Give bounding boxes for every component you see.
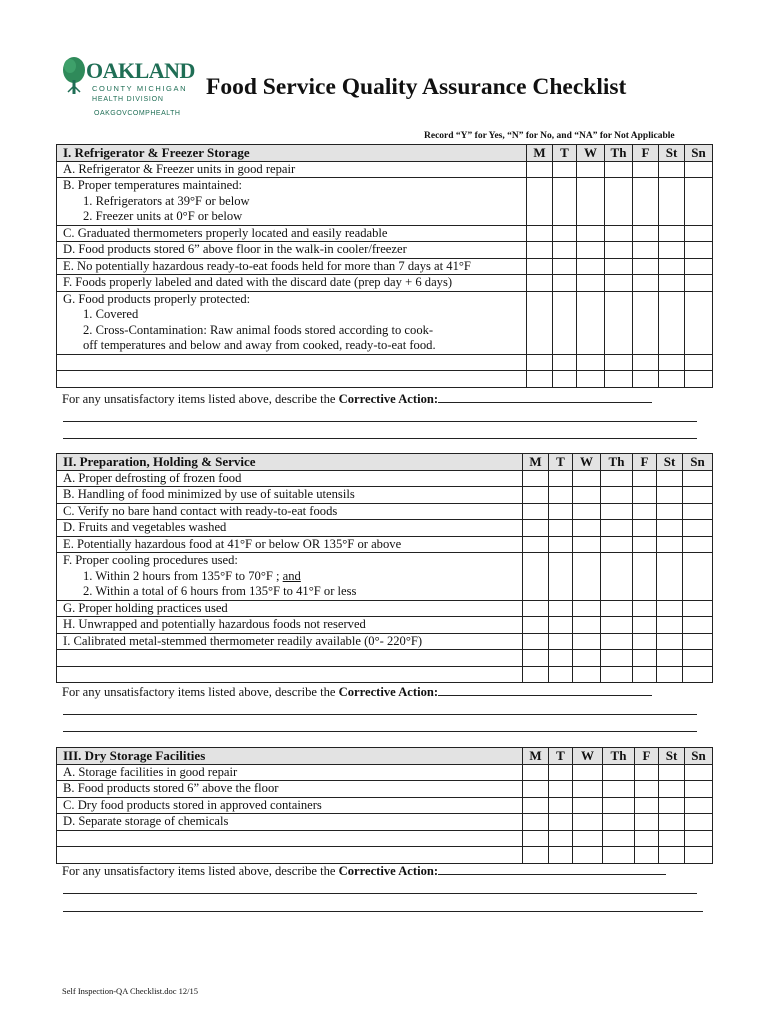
day-cell[interactable] [659,225,685,242]
day-cell[interactable] [605,161,633,178]
day-cell[interactable] [527,225,553,242]
day-cell[interactable] [573,553,601,601]
table-row [57,487,713,504]
day-cell[interactable] [605,178,633,226]
item-label: B. Food products stored 6” above the floor [57,781,523,798]
table-row [57,666,713,683]
day-cell[interactable] [601,666,633,683]
day-cell[interactable] [657,650,683,667]
day-cell[interactable] [549,830,573,847]
day-cell[interactable] [573,650,601,667]
day-header-st: St [659,145,685,162]
day-cell[interactable] [657,553,683,601]
day-cell[interactable] [633,536,657,553]
day-cell[interactable] [549,797,573,814]
day-header-sn: Sn [685,748,713,765]
day-cell[interactable] [553,371,577,388]
day-cell[interactable] [635,764,659,781]
day-header-th: Th [601,454,633,471]
day-cell[interactable] [605,225,633,242]
day-cell[interactable] [549,666,573,683]
day-cell[interactable] [573,487,601,504]
day-cell[interactable] [683,617,713,634]
day-cell[interactable] [683,487,713,504]
day-cell[interactable] [577,242,605,259]
day-cell[interactable] [601,650,633,667]
day-header-m: M [523,748,549,765]
logo-oakgov: OAKGOVCOMPHEALTH [94,110,181,117]
day-header-t: T [549,748,573,765]
item-label [57,666,523,683]
table-row [57,633,713,650]
item-label: E. Potentially hazardous food at 41°F or below OR 135°F or above [57,536,523,553]
day-cell[interactable] [549,553,573,601]
checklist-table-preparation [56,453,713,683]
day-cell[interactable] [523,520,549,537]
day-header-f: F [633,145,659,162]
item-label: C. Graduated thermometers properly located and easily readable [57,225,527,242]
day-cell[interactable] [683,600,713,617]
day-cell[interactable] [601,600,633,617]
day-cell[interactable] [633,242,659,259]
day-cell[interactable] [633,178,659,226]
corrective-action-line[interactable] [63,911,703,912]
day-cell[interactable] [553,225,577,242]
day-cell[interactable] [523,633,549,650]
document-footer: Self Inspection-QA Checklist.doc 12/15 [62,986,198,996]
day-cell[interactable] [601,503,633,520]
day-cell[interactable] [633,650,657,667]
day-cell[interactable] [657,600,683,617]
day-cell[interactable] [657,520,683,537]
day-cell[interactable] [577,178,605,226]
day-header-th: Th [603,748,635,765]
day-cell[interactable] [601,520,633,537]
day-cell[interactable] [573,847,603,864]
day-cell[interactable] [633,666,657,683]
day-cell[interactable] [659,291,685,354]
day-cell[interactable] [657,470,683,487]
day-cell[interactable] [657,617,683,634]
item-label [57,650,523,667]
table-row [57,225,713,242]
day-cell[interactable] [549,847,573,864]
corrective-action-prompt: For any unsatisfactory items listed above, describe the Corrective Action: [62,683,652,700]
item-label: C. Dry food products stored in approved containers [57,797,523,814]
item-label: F. Foods properly labeled and dated with the discard date (prep day + 6 days) [57,275,527,292]
item-label [57,847,523,864]
day-cell[interactable] [573,633,601,650]
item-label [57,371,527,388]
day-cell[interactable] [657,487,683,504]
day-cell[interactable] [553,242,577,259]
day-cell[interactable] [635,814,659,831]
day-cell[interactable] [683,503,713,520]
day-cell[interactable] [527,242,553,259]
day-cell[interactable] [553,161,577,178]
day-cell[interactable] [657,536,683,553]
day-cell[interactable] [659,242,685,259]
corrective-action-line[interactable] [63,421,697,422]
day-cell[interactable] [605,258,633,275]
day-cell[interactable] [601,536,633,553]
table-row [57,275,713,292]
day-cell[interactable] [601,617,633,634]
day-cell[interactable] [659,781,685,798]
section-heading: III. Dry Storage Facilities [57,748,523,765]
day-cell[interactable] [577,161,605,178]
day-cell[interactable] [527,371,553,388]
day-cell[interactable] [573,830,603,847]
day-cell[interactable] [549,633,573,650]
page-title: Food Service Quality Assurance Checklist [206,74,627,100]
day-cell[interactable] [605,291,633,354]
day-cell[interactable] [659,830,685,847]
section-header-row [57,454,713,471]
section-heading: II. Preparation, Holding & Service [57,454,523,471]
day-cell[interactable] [523,666,549,683]
day-cell[interactable] [553,354,577,371]
day-cell[interactable] [633,161,659,178]
day-cell[interactable] [527,354,553,371]
day-cell[interactable] [685,242,713,259]
day-cell[interactable] [527,275,553,292]
day-cell[interactable] [633,291,659,354]
day-cell[interactable] [659,178,685,226]
day-cell[interactable] [685,178,713,226]
day-cell[interactable] [685,225,713,242]
day-cell[interactable] [659,275,685,292]
table-row [57,830,713,847]
day-cell[interactable] [573,764,603,781]
day-cell[interactable] [601,487,633,504]
day-cell[interactable] [685,797,713,814]
corrective-action-prompt: For any unsatisfactory items listed above, describe the Corrective Action: [62,390,652,407]
item-label: C. Verify no bare hand contact with ready-to-eat foods [57,503,523,520]
day-cell[interactable] [633,258,659,275]
day-cell[interactable] [603,814,635,831]
day-cell[interactable] [573,470,601,487]
day-cell[interactable] [685,764,713,781]
day-cell[interactable] [523,503,549,520]
day-cell[interactable] [633,354,659,371]
day-cell[interactable] [553,275,577,292]
table-row [57,503,713,520]
day-cell[interactable] [659,797,685,814]
day-cell[interactable] [633,275,659,292]
day-cell[interactable] [523,553,549,601]
table-row [57,553,713,601]
oakland-county-logo [62,54,194,124]
day-cell[interactable] [683,520,713,537]
item-label: A. Proper defrosting of frozen food [57,470,523,487]
day-cell[interactable] [549,520,573,537]
logo-division: HEALTH DIVISION [92,96,164,103]
day-cell[interactable] [603,797,635,814]
corrective-action-line[interactable] [63,731,697,732]
day-cell[interactable] [683,470,713,487]
day-cell[interactable] [601,633,633,650]
day-cell[interactable] [605,242,633,259]
day-cell[interactable] [685,354,713,371]
day-cell[interactable] [633,503,657,520]
table-row [57,354,713,371]
day-cell[interactable] [685,814,713,831]
day-cell[interactable] [573,814,603,831]
table-row [57,814,713,831]
table-row [57,161,713,178]
day-cell[interactable] [549,781,573,798]
day-cell[interactable] [523,487,549,504]
day-cell[interactable] [577,291,605,354]
day-cell[interactable] [577,275,605,292]
day-cell[interactable] [683,650,713,667]
day-cell[interactable] [523,600,549,617]
day-cell[interactable] [685,781,713,798]
item-label: D. Fruits and vegetables washed [57,520,523,537]
table-row [57,520,713,537]
day-cell[interactable] [633,553,657,601]
day-cell[interactable] [633,225,659,242]
table-row [57,650,713,667]
day-cell[interactable] [573,600,601,617]
corrective-action-line[interactable] [63,438,697,439]
day-header-m: M [523,454,549,471]
day-cell[interactable] [685,371,713,388]
day-cell[interactable] [659,764,685,781]
day-header-f: F [633,454,657,471]
day-cell[interactable] [633,520,657,537]
day-cell[interactable] [553,291,577,354]
table-row [57,781,713,798]
day-cell[interactable] [527,258,553,275]
checklist-table-refrigerator [56,144,713,388]
table-row [57,617,713,634]
day-cell[interactable] [603,781,635,798]
day-header-m: M [527,145,553,162]
day-cell[interactable] [683,633,713,650]
day-cell[interactable] [685,275,713,292]
day-cell[interactable] [685,258,713,275]
corrective-action-line[interactable] [63,714,697,715]
corrective-action-field[interactable] [438,862,666,875]
corrective-action-field[interactable] [438,390,652,403]
day-cell[interactable] [685,291,713,354]
table-row [57,600,713,617]
item-label: D. Separate storage of chemicals [57,814,523,831]
day-cell[interactable] [635,830,659,847]
day-cell[interactable] [549,470,573,487]
item-label: D. Food products stored 6” above floor in the walk-in cooler/freezer [57,242,527,259]
day-cell[interactable] [685,847,713,864]
day-cell[interactable] [603,764,635,781]
day-cell[interactable] [657,666,683,683]
item-label: E. No potentially hazardous ready-to-eat foods held for more than 7 days at 41°F [57,258,527,275]
day-cell[interactable] [635,797,659,814]
day-cell[interactable] [659,258,685,275]
day-cell[interactable] [633,617,657,634]
item-label: G. Food products properly protected: 1. Covered 2. Cross-Contamination: Raw animal foods stored according to cook- off temperatures and below and away from cooked, ready-to-eat food. [57,291,527,354]
day-cell[interactable] [577,354,605,371]
item-label: I. Calibrated metal-stemmed thermometer readily available (0°- 220°F) [57,633,523,650]
day-header-th: Th [605,145,633,162]
table-row [57,536,713,553]
item-label: H. Unwrapped and potentially hazardous foods not reserved [57,617,523,634]
table-row [57,764,713,781]
day-cell[interactable] [523,814,549,831]
day-cell[interactable] [549,600,573,617]
day-cell[interactable] [523,536,549,553]
day-cell[interactable] [605,275,633,292]
section-heading: I. Refrigerator & Freezer Storage [57,145,527,162]
day-cell[interactable] [527,291,553,354]
day-cell[interactable] [549,487,573,504]
day-cell[interactable] [633,470,657,487]
day-cell[interactable] [633,600,657,617]
item-label [57,830,523,847]
day-cell[interactable] [523,830,549,847]
day-cell[interactable] [553,178,577,226]
corrective-action-field[interactable] [438,683,652,696]
day-cell[interactable] [577,371,605,388]
table-row [57,847,713,864]
day-cell[interactable] [603,830,635,847]
day-cell[interactable] [577,258,605,275]
day-cell[interactable] [685,161,713,178]
day-header-f: F [635,748,659,765]
section-header-row [57,748,713,765]
day-header-st: St [659,748,685,765]
table-row [57,258,713,275]
day-cell[interactable] [683,553,713,601]
day-cell[interactable] [523,781,549,798]
day-cell[interactable] [685,830,713,847]
day-cell[interactable] [573,666,601,683]
day-cell[interactable] [605,354,633,371]
day-header-w: W [573,454,601,471]
item-label: B. Handling of food minimized by use of suitable utensils [57,487,523,504]
checklist-table-dry-storage [56,747,713,864]
day-cell[interactable] [683,666,713,683]
day-cell[interactable] [549,764,573,781]
item-label: A. Storage facilities in good repair [57,764,523,781]
day-cell[interactable] [633,487,657,504]
table-row [57,470,713,487]
day-cell[interactable] [635,847,659,864]
day-cell[interactable] [527,161,553,178]
day-header-sn: Sn [685,145,713,162]
day-cell[interactable] [633,371,659,388]
corrective-action-line[interactable] [63,893,697,894]
day-cell[interactable] [549,650,573,667]
table-row [57,371,713,388]
day-cell[interactable] [553,258,577,275]
day-cell[interactable] [573,520,601,537]
day-header-sn: Sn [683,454,713,471]
item-label: G. Proper holding practices used [57,600,523,617]
day-cell[interactable] [573,797,603,814]
day-header-t: T [553,145,577,162]
day-header-w: W [577,145,605,162]
day-cell[interactable] [523,617,549,634]
day-cell[interactable] [573,781,603,798]
day-cell[interactable] [523,797,549,814]
day-cell[interactable] [523,650,549,667]
day-cell[interactable] [683,536,713,553]
day-cell[interactable] [523,764,549,781]
item-label: A. Refrigerator & Freezer units in good repair [57,161,527,178]
day-cell[interactable] [659,814,685,831]
item-label: F. Proper cooling procedures used: 1. Within 2 hours from 135°F to 70°F ; and 2. Within a total of 6 hours from 135°F to 41°F or less [57,553,523,601]
table-row [57,178,713,226]
day-cell[interactable] [605,371,633,388]
day-cell[interactable] [523,470,549,487]
day-cell[interactable] [635,781,659,798]
day-cell[interactable] [633,633,657,650]
day-cell[interactable] [659,161,685,178]
day-cell[interactable] [657,503,683,520]
item-label [57,354,527,371]
record-instructions: Record “Y” for Yes, “N” for No, and “NA” for Not Applicable [424,131,675,141]
item-label: B. Proper temperatures maintained: 1. Refrigerators at 39°F or below 2. Freezer units at 0°F or below [57,178,527,226]
table-row [57,242,713,259]
day-cell[interactable] [601,470,633,487]
day-cell[interactable] [573,617,601,634]
day-cell[interactable] [549,503,573,520]
day-cell[interactable] [659,371,685,388]
day-cell[interactable] [603,847,635,864]
day-header-t: T [549,454,573,471]
day-cell[interactable] [577,225,605,242]
table-row [57,291,713,354]
day-cell[interactable] [657,633,683,650]
day-cell[interactable] [659,847,685,864]
section-header-row [57,145,713,162]
logo-county: COUNTY MICHIGAN [92,84,188,93]
day-cell[interactable] [659,354,685,371]
day-header-st: St [657,454,683,471]
logo-wordmark: OAKLAND [86,58,195,83]
day-cell[interactable] [573,536,601,553]
day-cell[interactable] [549,814,573,831]
table-row [57,797,713,814]
day-cell[interactable] [527,178,553,226]
day-cell[interactable] [549,617,573,634]
day-cell[interactable] [601,553,633,601]
day-header-w: W [573,748,603,765]
day-cell[interactable] [573,503,601,520]
corrective-action-prompt: For any unsatisfactory items listed above, describe the Corrective Action: [62,862,666,879]
day-cell[interactable] [549,536,573,553]
day-cell[interactable] [523,847,549,864]
